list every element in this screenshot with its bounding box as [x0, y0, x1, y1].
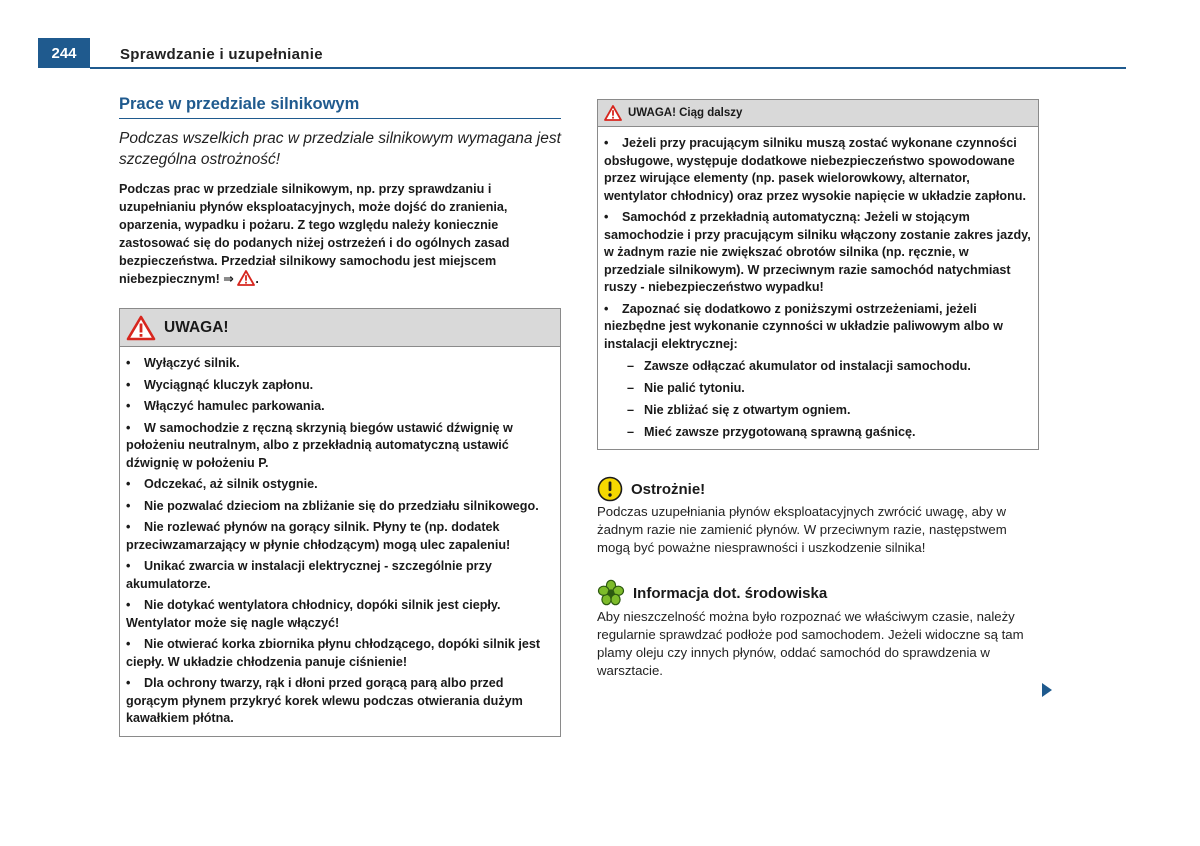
warning-sub-item: – Nie palić tytoniu. — [627, 380, 745, 395]
warning-item: • Nie pozwalać dzieciom na zbliżanie się do przedziału silnikowego. — [126, 498, 539, 513]
warning-sub-item: – Zawsze odłączać akumulator od instalacji samochodu. — [627, 358, 971, 373]
warning-item: • W samochodzie z ręczną skrzynią biegów ustawić dźwignię w położeniu neutralnym, albo z przekładnią automatyczną ustawić dźwignię w położeniu P. — [126, 420, 513, 470]
page-number: 244 — [38, 38, 90, 68]
section-body — [119, 180, 561, 288]
flower-icon — [597, 579, 625, 607]
warning-item: • Unikać zwarcia w instalacji elektrycznej - szczególnie przy akumulatorze. — [126, 559, 492, 591]
environment-header — [597, 579, 1039, 607]
section-body-end: . — [255, 272, 259, 286]
warning-list — [120, 347, 560, 736]
warning-continued-list — [598, 127, 1038, 449]
warning-item: • Nie otwierać korka zbiornika płynu chłodzącego, dopóki silnik jest ciepły. W układzie chłodzenia panuje ciśnienie! — [126, 637, 541, 669]
section-title: Prace w przedziale silnikowym — [119, 95, 561, 119]
warning-item: • Dla ochrony twarzy, rąk i dłoni przed gorącą parą albo przed gorącym płynem przykryć korek wlewu podczas otwierania dużym kawałkiem płótna. — [126, 676, 523, 725]
warning-item: • Jeżeli przy pracującym silniku muszą zostać wykonane czynności obsługowe, występuje dodatkowe niebezpieczeństwo spowodowane przez wirujące elementy (np. pasek wielorowkowy, alternator, wentylator chłodnicy) oraz przez wysokie napięcie w układzie zapłonu. — [604, 136, 1026, 203]
warning-item: • Nie dotykać wentylatora chłodnicy, dopóki silnik jest ciepły. Wentylator może się nagle włączyć! — [126, 598, 501, 630]
warning-continued-header — [598, 100, 1038, 127]
section-body-text: Podczas prac w przedziale silnikowym, np. przy sprawdzaniu i uzupełnianiu płynów eksploatacyjnych, może dojść do zranienia, oparzenia, wypadku i pożaru. Z tego względu należy koniecznie zastosować się do podanych niżej ostrzeżeń i do ogólnych zasad bezpieczeństwa. Przedział silnikowy samochodu jest miejscem niebezpiecznym! ⇒ — [119, 182, 510, 286]
section-lead: Podczas wszelkich prac w przedziale silnikowym wymagana jest szczególna ostrożność! — [119, 130, 561, 168]
caution-text: Podczas uzupełniania płynów eksploatacyjnych zwrócić uwagę, aby w żadnym razie nie zamienić płynów. W przeciwnym razie, następstwem mogą być poważne niesprawności i uszkodzenie silnika! — [597, 504, 1007, 555]
environment-text: Aby nieszczelność można było rozpoznać we właściwym czasie, należy regularnie sprawdzać podłoże pod samochodem. Jeżeli widoczne są tam plamy oleju czy innych płynów, oddać samochód do sprawdzenia w warsztacie. — [597, 609, 1024, 678]
warning-triangle-icon — [237, 270, 255, 286]
exclamation-circle-icon — [597, 476, 623, 502]
warning-sub-item: – Mieć zawsze przygotowaną sprawną gaśnicę. — [627, 424, 916, 439]
warning-item: • Włączyć hamulec parkowania. — [126, 399, 325, 413]
caution-header — [597, 476, 1039, 502]
warning-item: • Wyciągnąć kluczyk zapłonu. — [126, 377, 314, 392]
warning-sub-item: – Nie zbliżać się z otwartym ogniem. — [627, 402, 851, 417]
right-column — [597, 99, 1039, 680]
warning-item: • Nie rozlewać płynów na gorący silnik. Płyny te (np. dodatek przeciwzamarzający w płynie chłodzącym) mogą ulec zapaleniu! — [126, 520, 511, 552]
warning-triangle-icon — [126, 315, 156, 341]
warning-triangle-icon — [604, 105, 622, 121]
continue-arrow-icon — [1042, 683, 1052, 697]
running-title: Sprawdzanie i uzupełnianie — [120, 46, 323, 63]
warning-item: • Zapoznać się dodatkowo z poniższymi ostrzeżeniami, jeżeli niezbędne jest wykonanie czynności w układzie paliwowym albo w instalacji elektrycznej: — [604, 301, 1003, 351]
warning-continued-title: UWAGA! Ciąg dalszy — [628, 107, 743, 119]
warning-header — [120, 309, 560, 347]
warning-box — [119, 308, 561, 737]
warning-item: • Odczekać, aż silnik ostygnie. — [126, 477, 318, 491]
warning-item: • Wyłączyć silnik. — [126, 356, 240, 370]
header-rule — [90, 67, 1126, 69]
left-column — [119, 93, 561, 737]
caution-title: Ostrożnie! — [631, 480, 706, 498]
warning-title: UWAGA! — [164, 318, 229, 336]
environment-title: Informacja dot. środowiska — [633, 584, 828, 602]
warning-item: • Samochód z przekładnią automatyczną: Jeżeli w stojącym samochodzie i przy pracującym silniku włączony zostanie zakres jazdy, w żadnym razie nie zwiększać obrotów silnika (np. ręcznie, w przedziale silnikowym). W przeciwnym razie samochód natychmiast ruszy - niebezpieczeństwo wypadku! — [604, 210, 1031, 294]
warning-continued-box — [597, 99, 1039, 450]
